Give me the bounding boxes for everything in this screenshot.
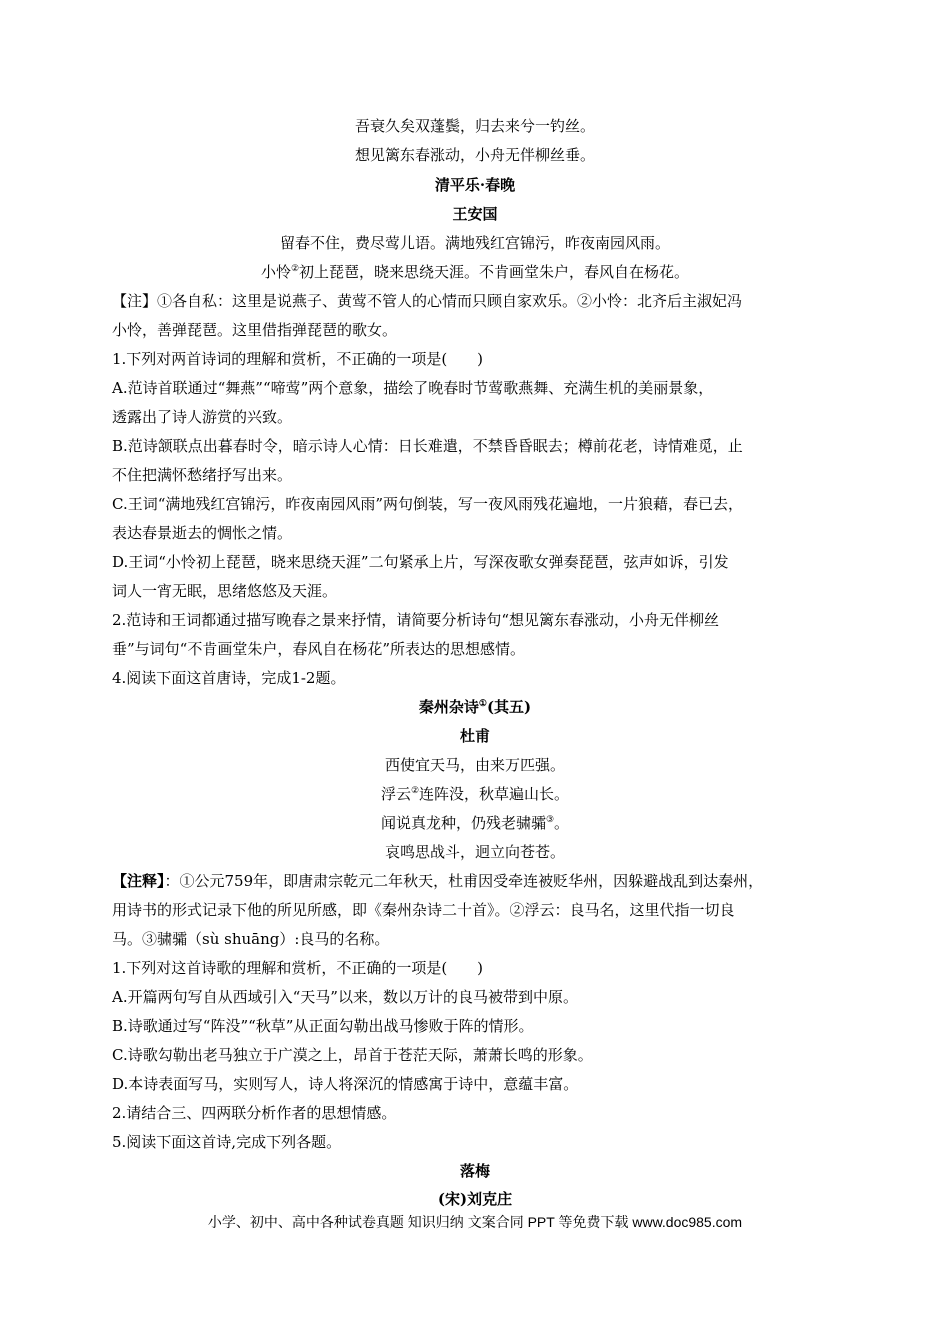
- section4-poem-line-2-a: 浮云: [380, 785, 411, 803]
- section4-q1-stem: 1.下列对这首诗歌的理解和赏析，不正确的一项是( ): [112, 959, 484, 977]
- q1-option-a-2: 透露出了诗人游赏的兴致。: [112, 408, 293, 426]
- poem2-line-2-a: 小怜: [260, 263, 291, 281]
- footnote-mark: ②: [290, 264, 300, 274]
- poem2-line-1: 留春不住，费尽莺儿语。满地残红宫锦污，昨夜南园风雨。: [279, 234, 670, 252]
- section4-intro: 4.阅读下面这首唐诗，完成1-2题。: [112, 669, 346, 687]
- q1-option-c-2: 表达春景逝去的惆怅之情。: [112, 524, 293, 542]
- section4-title-b: (其五): [486, 698, 532, 716]
- poem2-title: 清平乐·春晚: [434, 176, 516, 194]
- section4-note-line-1: [112, 871, 763, 891]
- section4-poem-line-1: 西使宜天马，由来万匹强。: [384, 756, 565, 774]
- section4-poem-line-3: [0, 813, 950, 833]
- q2-line-1: 2.范诗和王词都通过描写晚春之景来抒情，请简要分析诗句“想见篱东春涨动，小舟无伴柳丝: [112, 611, 719, 629]
- section4-title: [0, 697, 950, 717]
- section5-title: 落梅: [459, 1162, 490, 1180]
- section4-poem-line-2-b: 连阵没，秋草遍山长。: [419, 785, 570, 803]
- section4-q1-option-c: C.诗歌勾勒出老马独立于广漠之上，昂首于苍茫天际，萧萧长鸣的形象。: [112, 1046, 593, 1064]
- q1-option-b-2: 不住把满怀愁绪抒写出来。: [112, 466, 293, 484]
- footnote-mark: ②: [410, 786, 420, 796]
- footnote-mark: ①: [478, 699, 487, 709]
- section4-q1-option-d: D.本诗表面写马，实则写人，诗人将深沉的情感寓于诗中，意蕴丰富。: [112, 1075, 579, 1093]
- poem1-line-1: 吾衰久矣双蓬鬓，归去来兮一钓丝。: [354, 117, 595, 135]
- poem2-line-2-b: 初上琵琶，晓来思绕天涯。不肯画堂朱户，春风自在杨花。: [299, 263, 690, 281]
- note-label: 【注释】: [112, 872, 165, 890]
- footnote-mark: ③: [545, 815, 555, 825]
- note1-line-2: 小怜，善弹琵琶。这里借指弹琵琶的歌女。: [112, 321, 398, 339]
- q1-option-c-1: C.王词“满地残红宫锦污，昨夜南园风雨”两句倒装，写一夜风雨残花遍地，一片狼藉，春已去，: [112, 495, 744, 513]
- section4-note-line-2: 用诗书的形式记录下他的所见所感，即《秦州杂诗二十首》。②浮云：良马名，这里代指一切良: [112, 901, 735, 919]
- section4-poem-line-3-b: 。: [554, 814, 570, 832]
- section4-poem-line-3-a: 闻说真龙种，仍残老骕骦: [380, 814, 546, 832]
- q1-option-b-1: B.范诗颔联点出暮春时令，暗示诗人心情：日长难遣，不禁昏昏眠去；樽前花老，诗情难觅，止: [112, 437, 743, 455]
- section4-q1-option-b: B.诗歌通过写“阵没”“秋草”从正面勾勒出战马惨败于阵的情形。: [112, 1017, 534, 1035]
- poem1-line-2: 想见篱东春涨动，小舟无伴柳丝垂。: [354, 146, 595, 164]
- poem2-author: 王安国: [452, 205, 498, 223]
- section4-q2: 2.请结合三、四两联分析作者的思想情感。: [112, 1104, 397, 1122]
- section4-note-line-1-text: ：①公元759年，即唐肃宗乾元二年秋天，杜甫因受牵连被贬华州，因躲避战乱到达秦州，: [164, 872, 764, 890]
- q1-option-d-2: 词人一宵无眠，思绪悠悠及天涯。: [112, 582, 338, 600]
- footer-text: 小学、初中、高中各种试卷真题 知识归纳 文案合同 PPT 等免费下载 www.doc985.com: [207, 1214, 743, 1230]
- section4-poem-line-2: [0, 784, 950, 804]
- q1-option-d-1: D.王词“小怜初上琵琶，晓来思绕天涯”二句紧承上片，写深夜歌女弹奏琵琶，弦声如诉，引发: [112, 553, 729, 571]
- q1-option-a-1: A.范诗首联通过“舞燕”“啼莺”两个意象，描绘了晚春时节莺歌燕舞、充满生机的美丽景象，: [112, 379, 714, 397]
- section4-title-a: 秦州杂诗: [418, 698, 479, 716]
- section4-author: 杜甫: [459, 727, 490, 745]
- q2-line-2: 垂”与词句“不肯画堂朱户，春风自在杨花”所表达的思想感情。: [112, 640, 526, 658]
- section5-intro: 5.阅读下面这首诗,完成下列各题。: [112, 1133, 342, 1151]
- section5-author: (宋)刘克庄: [437, 1190, 513, 1208]
- section4-note-line-3: 马。③骕骦（sù shuāng）:良马的名称。: [112, 930, 390, 948]
- poem2-line-2: [0, 262, 950, 282]
- q1-stem: 1.下列对两首诗词的理解和赏析，不正确的一项是( ): [112, 350, 484, 368]
- note1-line-1: 【注】①各自私：这里是说燕子、黄莺不管人的心情而只顾自家欢乐。②小怜：北齐后主淑妃冯: [112, 292, 743, 310]
- section4-poem-line-4: 哀鸣思战斗，迥立向苍苍。: [384, 843, 565, 861]
- section4-q1-option-a: A.开篇两句写自从西域引入“天马”以来，数以万计的良马被带到中原。: [112, 988, 578, 1006]
